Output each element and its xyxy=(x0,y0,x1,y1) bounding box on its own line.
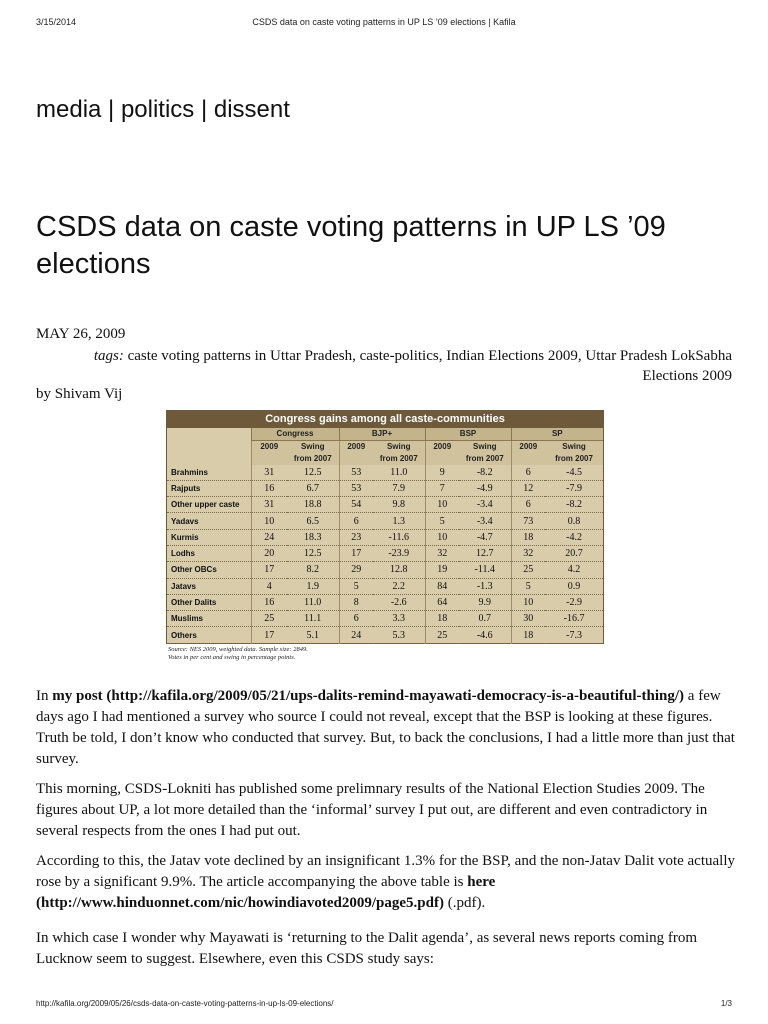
table-cell: 5 xyxy=(425,513,459,529)
page-number: 1/3 xyxy=(720,999,732,1008)
year-header: 2009 xyxy=(511,440,545,453)
table-row xyxy=(167,529,603,545)
swing-from-header: from 2007 xyxy=(287,453,339,465)
table-cell: 0.8 xyxy=(545,513,603,529)
year-header-blank xyxy=(251,453,287,465)
post-date: MAY 26, 2009 xyxy=(36,326,126,342)
table-cell: 6.5 xyxy=(287,513,339,529)
table-cell: 12.8 xyxy=(373,562,425,578)
table-cell: 10 xyxy=(251,513,287,529)
table-cell: 53 xyxy=(339,465,373,481)
table-cell: -2.6 xyxy=(373,594,425,610)
year-header: 2009 xyxy=(339,440,373,453)
row-label: Yadavs xyxy=(167,513,251,529)
table-cell: 16 xyxy=(251,594,287,610)
swing-header: Swing xyxy=(459,440,511,453)
subheader-row-2 xyxy=(167,453,603,465)
table-row xyxy=(167,594,603,610)
table-cell: 24 xyxy=(251,529,287,545)
table-cell: 8.2 xyxy=(287,562,339,578)
table-cell: 0.7 xyxy=(459,611,511,627)
row-label: Rajputs xyxy=(167,480,251,496)
table-cell: 11.0 xyxy=(287,594,339,610)
table-cell: 64 xyxy=(425,594,459,610)
table-cell: -8.2 xyxy=(545,497,603,513)
table-cell: 9.9 xyxy=(459,594,511,610)
table-cell: -8.2 xyxy=(459,465,511,481)
year-header: 2009 xyxy=(251,440,287,453)
corner-cell xyxy=(167,428,251,440)
table-cell: 5 xyxy=(511,578,545,594)
table-cell: 17 xyxy=(339,545,373,561)
table-cell: -1.3 xyxy=(459,578,511,594)
table-cell: 29 xyxy=(339,562,373,578)
table-cell: 4 xyxy=(251,578,287,594)
table-cell: 19 xyxy=(425,562,459,578)
caste-voting-table-image xyxy=(166,410,604,644)
article-pdf-link[interactable]: here (http://www.hinduonnet.com/nic/howindiavoted2009/page5.pdf) xyxy=(36,874,496,911)
table-cell: 25 xyxy=(425,627,459,643)
year-header-blank xyxy=(339,453,373,465)
p3-text-b: (.pdf). xyxy=(443,895,486,911)
post-title[interactable]: CSDS data on caste voting patterns in UP LS ’09 elections xyxy=(36,211,666,280)
table-cell: -4.9 xyxy=(459,480,511,496)
row-label: Other upper caste xyxy=(167,497,251,513)
table-cell: 32 xyxy=(425,545,459,561)
post-tags xyxy=(36,346,732,386)
print-date: 3/15/2014 xyxy=(36,17,77,27)
table-cell: 6 xyxy=(339,611,373,627)
table-cell: 84 xyxy=(425,578,459,594)
row-label: Jatavs xyxy=(167,578,251,594)
table-cell: 9.8 xyxy=(373,497,425,513)
table-cell: -4.2 xyxy=(545,529,603,545)
tags-label: tags: xyxy=(93,348,124,364)
caste-voting-table xyxy=(167,428,603,644)
post-author: by Shivam Vij xyxy=(36,386,123,402)
row-label: Other Dalits xyxy=(167,594,251,610)
table-cell: 8 xyxy=(339,594,373,610)
table-cell: 6 xyxy=(511,497,545,513)
table-cell: 20.7 xyxy=(545,545,603,561)
row-label: Others xyxy=(167,627,251,643)
table-cell: -7.9 xyxy=(545,480,603,496)
body-paragraph-4: In which case I wonder why Mayawati is ‘returning to the Dalit agenda’, as several news reports coming from Lucknow seem to suggest. Elsewhere, even this CSDS study says: xyxy=(36,930,698,967)
table-cell: 0.9 xyxy=(545,578,603,594)
swing-header: Swing xyxy=(545,440,603,453)
table-row xyxy=(167,578,603,594)
p1-text-a: In xyxy=(36,688,53,704)
table-cell: 6.7 xyxy=(287,480,339,496)
table-cell: 25 xyxy=(251,611,287,627)
body-paragraph-3 xyxy=(36,851,736,914)
table-cell: 5.3 xyxy=(373,627,425,643)
table-body xyxy=(167,465,603,644)
table-cell: 18 xyxy=(511,627,545,643)
table-cell: -4.7 xyxy=(459,529,511,545)
table-cell: -23.9 xyxy=(373,545,425,561)
units-line: Votes in per cent and swing in percentage points. xyxy=(168,654,296,661)
table-cell: 5 xyxy=(339,578,373,594)
table-cell: 53 xyxy=(339,480,373,496)
table-cell: 7.9 xyxy=(373,480,425,496)
table-cell: 17 xyxy=(251,627,287,643)
table-cell: -4.5 xyxy=(545,465,603,481)
table-row xyxy=(167,513,603,529)
row-label: Muslims xyxy=(167,611,251,627)
table-cell: -3.4 xyxy=(459,497,511,513)
table-row xyxy=(167,627,603,643)
source-line: Source: NES 2009, weighted data. Sample size: 2849. xyxy=(168,646,308,653)
table-cell: -3.4 xyxy=(459,513,511,529)
table-cell: 20 xyxy=(251,545,287,561)
table-cell: -11.4 xyxy=(459,562,511,578)
table-cell: 11.0 xyxy=(373,465,425,481)
row-label: Kurmis xyxy=(167,529,251,545)
table-cell: 10 xyxy=(425,497,459,513)
table-cell: 18 xyxy=(425,611,459,627)
swing-from-header: from 2007 xyxy=(373,453,425,465)
table-cell: 73 xyxy=(511,513,545,529)
table-cell: 12.5 xyxy=(287,545,339,561)
tags-list[interactable]: caste voting patterns in Uttar Pradesh, caste-politics, Indian Elections 2009, Uttar Pradesh LokSabha Elections 2009 xyxy=(127,348,732,384)
table-cell: 30 xyxy=(511,611,545,627)
table-cell: 6 xyxy=(339,513,373,529)
table-cell: 5.1 xyxy=(287,627,339,643)
table-cell: -11.6 xyxy=(373,529,425,545)
table-cell: 24 xyxy=(339,627,373,643)
table-cell: 16 xyxy=(251,480,287,496)
group-header-bsp: BSP xyxy=(425,428,511,440)
year-header-blank xyxy=(511,453,545,465)
table-row xyxy=(167,480,603,496)
swing-header: Swing xyxy=(287,440,339,453)
group-header-congress: Congress xyxy=(251,428,339,440)
p1-text-b: a few days ago I had mentioned a survey who source I could not reveal, except that the BSP is looking at these figures. Truth be told, I don’t know who conducted that survey. But, to back the conclusions, I had a little more than just that survey. xyxy=(36,688,735,767)
footer-url: http://kafila.org/2009/05/26/csds-data-on-caste-voting-patterns-in-up-ls-09-elections/ xyxy=(36,999,334,1008)
table-cell: 18.8 xyxy=(287,497,339,513)
table-cell: 17 xyxy=(251,562,287,578)
table-cell: 1.9 xyxy=(287,578,339,594)
table-cell: 18 xyxy=(511,529,545,545)
year-header: 2009 xyxy=(425,440,459,453)
body-paragraph-2: This morning, CSDS-Lokniti has published some prelimnary results of the National Election Studies 2009. The figures about UP, a lot more detailed than the ‘informal’ survey I put out, are different and even contradictory in several respects from the ones I had put out. xyxy=(36,781,708,839)
subheader-row-1 xyxy=(167,440,603,453)
swing-from-header: from 2007 xyxy=(459,453,511,465)
table-cell: -16.7 xyxy=(545,611,603,627)
table-cell: -2.9 xyxy=(545,594,603,610)
table-row xyxy=(167,465,603,481)
my-post-link[interactable]: my post (http://kafila.org/2009/05/21/ups-dalits-remind-mayawati-democracy-is-a-beautiful-thing/) xyxy=(52,688,685,704)
body-paragraph-1 xyxy=(36,686,736,770)
table-title: Congress gains among all caste-communities xyxy=(167,411,603,428)
table-cell: 11.1 xyxy=(287,611,339,627)
table-cell: 4.2 xyxy=(545,562,603,578)
table-cell: 23 xyxy=(339,529,373,545)
year-header-blank xyxy=(425,453,459,465)
table-cell: 18.3 xyxy=(287,529,339,545)
row-label: Other OBCs xyxy=(167,562,251,578)
print-title: CSDS data on caste voting patterns in UP LS ’09 elections | Kafila xyxy=(252,17,516,27)
table-row xyxy=(167,545,603,561)
group-header-sp: SP xyxy=(511,428,603,440)
table-cell: 25 xyxy=(511,562,545,578)
row-label: Brahmins xyxy=(167,465,251,481)
table-cell: -7.3 xyxy=(545,627,603,643)
table-cell: 2.2 xyxy=(373,578,425,594)
group-header-bjp: BJP+ xyxy=(339,428,425,440)
table-row xyxy=(167,611,603,627)
table-row xyxy=(167,562,603,578)
table-cell: 1.3 xyxy=(373,513,425,529)
table-cell: 32 xyxy=(511,545,545,561)
table-cell: 3.3 xyxy=(373,611,425,627)
table-row xyxy=(167,497,603,513)
table-cell: 6 xyxy=(511,465,545,481)
table-cell: -4.6 xyxy=(459,627,511,643)
table-cell: 9 xyxy=(425,465,459,481)
p3-text-a: According to this, the Jatav vote declined by an insignificant 1.3% for the BSP, and the non-Jatav Dalit vote actually rose by a significant 9.9%. The article accompanying the above table is xyxy=(36,853,736,890)
swing-from-header: from 2007 xyxy=(545,453,603,465)
swing-header: Swing xyxy=(373,440,425,453)
table-cell: 7 xyxy=(425,480,459,496)
table-cell: 10 xyxy=(425,529,459,545)
table-source-note xyxy=(168,646,308,662)
table-cell: 12 xyxy=(511,480,545,496)
site-tagline[interactable]: media | politics | dissent xyxy=(36,96,290,123)
table-cell: 12.7 xyxy=(459,545,511,561)
table-cell: 31 xyxy=(251,465,287,481)
row-label: Lodhs xyxy=(167,545,251,561)
table-cell: 10 xyxy=(511,594,545,610)
table-cell: 54 xyxy=(339,497,373,513)
table-cell: 31 xyxy=(251,497,287,513)
table-cell: 12.5 xyxy=(287,465,339,481)
